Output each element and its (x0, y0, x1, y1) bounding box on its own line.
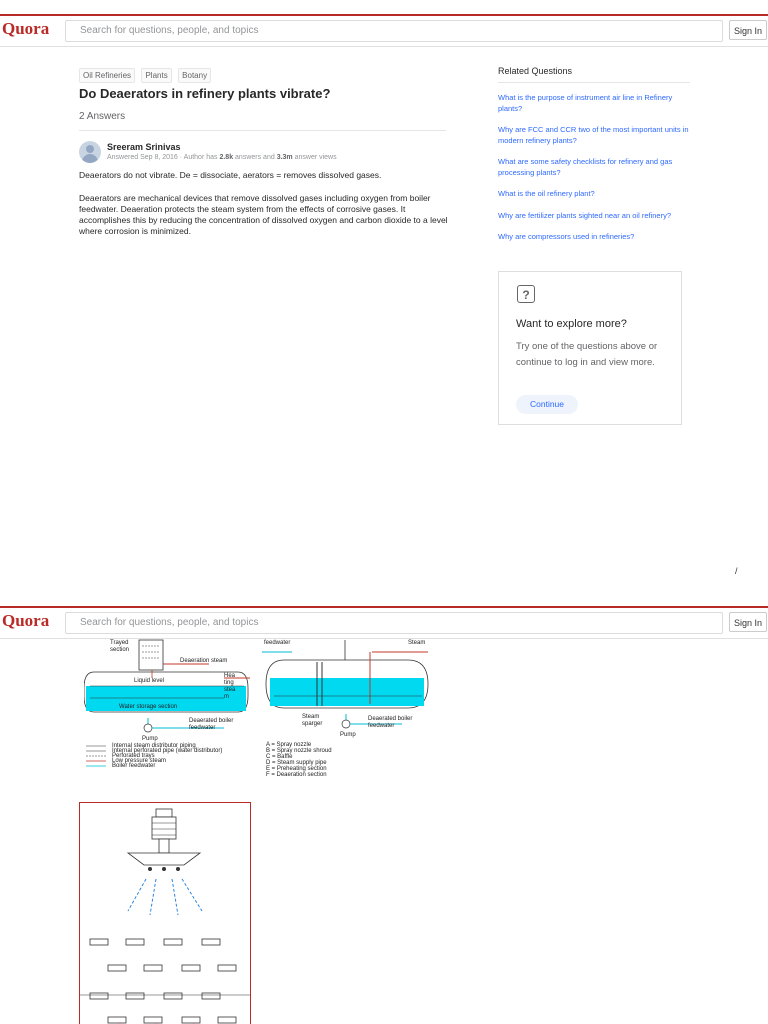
deaerated-feedwater-label: Deaerated boiler feedwater (189, 718, 234, 731)
legend-item: Boiler feedwater (112, 763, 156, 769)
answer-paragraph: Deaerators are mechanical devices that remove dissolved gases including oxygen from boiler feedwater. Deaeration protects the steam system from the effects of corrosive gases. It accomplishes this by reducing the concentration of dissolved oxygen and carbon dioxide to a level where corrosion is minimized. (79, 193, 448, 236)
spray-nozzle-diagram (79, 802, 251, 1024)
search-input[interactable] (65, 612, 723, 634)
legend-item: A = Spray nozzle (266, 742, 312, 748)
spray-nozzle-drawing (80, 803, 250, 1024)
liquid-level-label: Liquid level (134, 678, 165, 684)
top-bar (0, 606, 768, 639)
sign-in-button[interactable]: Sign In (729, 20, 767, 40)
divider (79, 130, 446, 131)
tray-deaerator-diagram (84, 638, 254, 788)
legend-item: Internal steam distributor piping (112, 743, 196, 749)
related-question-link[interactable]: Why are FCC and CCR two of the most important units in modern refinery plants? (498, 125, 689, 145)
related-question-link[interactable]: What is the oil refinery plant? (498, 189, 595, 198)
page-two (0, 606, 768, 1024)
related-question-link[interactable]: What are some safety checklists for refinery and gas processing plants? (498, 157, 673, 177)
search-placeholder: Search for questions, people, and topics (80, 617, 259, 628)
topic-tags (79, 65, 213, 83)
search-input[interactable] (65, 20, 723, 42)
water-storage-label: Water storage section (119, 704, 178, 710)
top-bar (0, 14, 768, 47)
related-question-link[interactable]: Why are compressors used in refineries? (498, 232, 635, 241)
related-questions-title: Related Questions (498, 66, 573, 76)
deaeration-steam-label: Deaeration steam (180, 658, 228, 664)
topic-tag[interactable]: Plants (141, 68, 171, 83)
divider (498, 82, 690, 83)
topic-tag[interactable]: Botany (178, 68, 211, 83)
page-mark: / (735, 566, 738, 576)
legend-item: D = Steam supply pipe (266, 760, 327, 766)
answer-paragraph: Deaerators do not vibrate. De = dissociate, aerators = removes dissolved gases. (79, 170, 382, 180)
views-number: 3.3m (276, 154, 293, 161)
avatar-body (82, 154, 98, 163)
spray-deaerator-diagram (262, 638, 432, 788)
continue-button[interactable]: Continue (516, 395, 578, 414)
pump-label: Pump (142, 736, 158, 742)
question-icon: ? (517, 285, 535, 303)
answer-meta (107, 154, 337, 161)
legend-item: Internal perforated pipe (water distributor) (112, 748, 223, 754)
heating-steam-label: Heating steam (224, 673, 236, 700)
author-name[interactable]: Sreeram Srinivas (107, 142, 181, 152)
related-question-link[interactable]: Why are fertilizer plants sighted near an oil refinery? (498, 210, 671, 220)
legend-item: C = Baffle (266, 754, 293, 760)
topic-tag[interactable]: Oil Refineries (79, 68, 135, 83)
question-title: Do Deaerators in refinery plants vibrate? (79, 86, 331, 101)
related-question-link[interactable]: What is the purpose of instrument air line in Refinery plants? (498, 93, 673, 113)
legend-item: F = Deaeration section (266, 772, 327, 778)
quora-logo[interactable]: Quora (2, 19, 50, 38)
explore-body: Try one of the questions above or continue to log in and view more. (516, 341, 658, 368)
legend-item: B = Spray nozzle shroud (266, 748, 332, 754)
explore-more-card (498, 271, 682, 425)
feedwater-label: feedwater (264, 640, 291, 646)
sign-in-button[interactable]: Sign In (729, 612, 767, 632)
steam-sparger-label: Steam sparger (302, 714, 323, 727)
quora-logo[interactable]: Quora (2, 611, 50, 630)
meta-suffix: answer views (292, 154, 337, 161)
deaerated-feedwater-label: Deaerated boiler feedwater (368, 716, 413, 729)
meta-prefix: Answered Sep 8, 2016 · Author has (107, 154, 220, 161)
search-placeholder: Search for questions, people, and topics (80, 25, 259, 36)
legend-item: E = Preheating section (266, 766, 327, 772)
steam-label: Steam (408, 640, 426, 646)
legend-item: Perforated trays (112, 753, 155, 759)
meta-mid: answers and (233, 154, 277, 161)
legend-item: Low pressure steam (112, 758, 167, 764)
related-questions-list (498, 93, 690, 254)
answers-number: 2.8k (219, 154, 234, 161)
avatar[interactable] (79, 141, 101, 163)
avatar-head (86, 145, 94, 153)
pump-label: Pump (340, 732, 356, 738)
explore-title: Want to explore more? (516, 318, 627, 330)
trayed-section-label: Trayed section (110, 640, 130, 653)
answers-count: 2 Answers (79, 111, 126, 122)
tray-deaerator-drawing (84, 638, 254, 788)
